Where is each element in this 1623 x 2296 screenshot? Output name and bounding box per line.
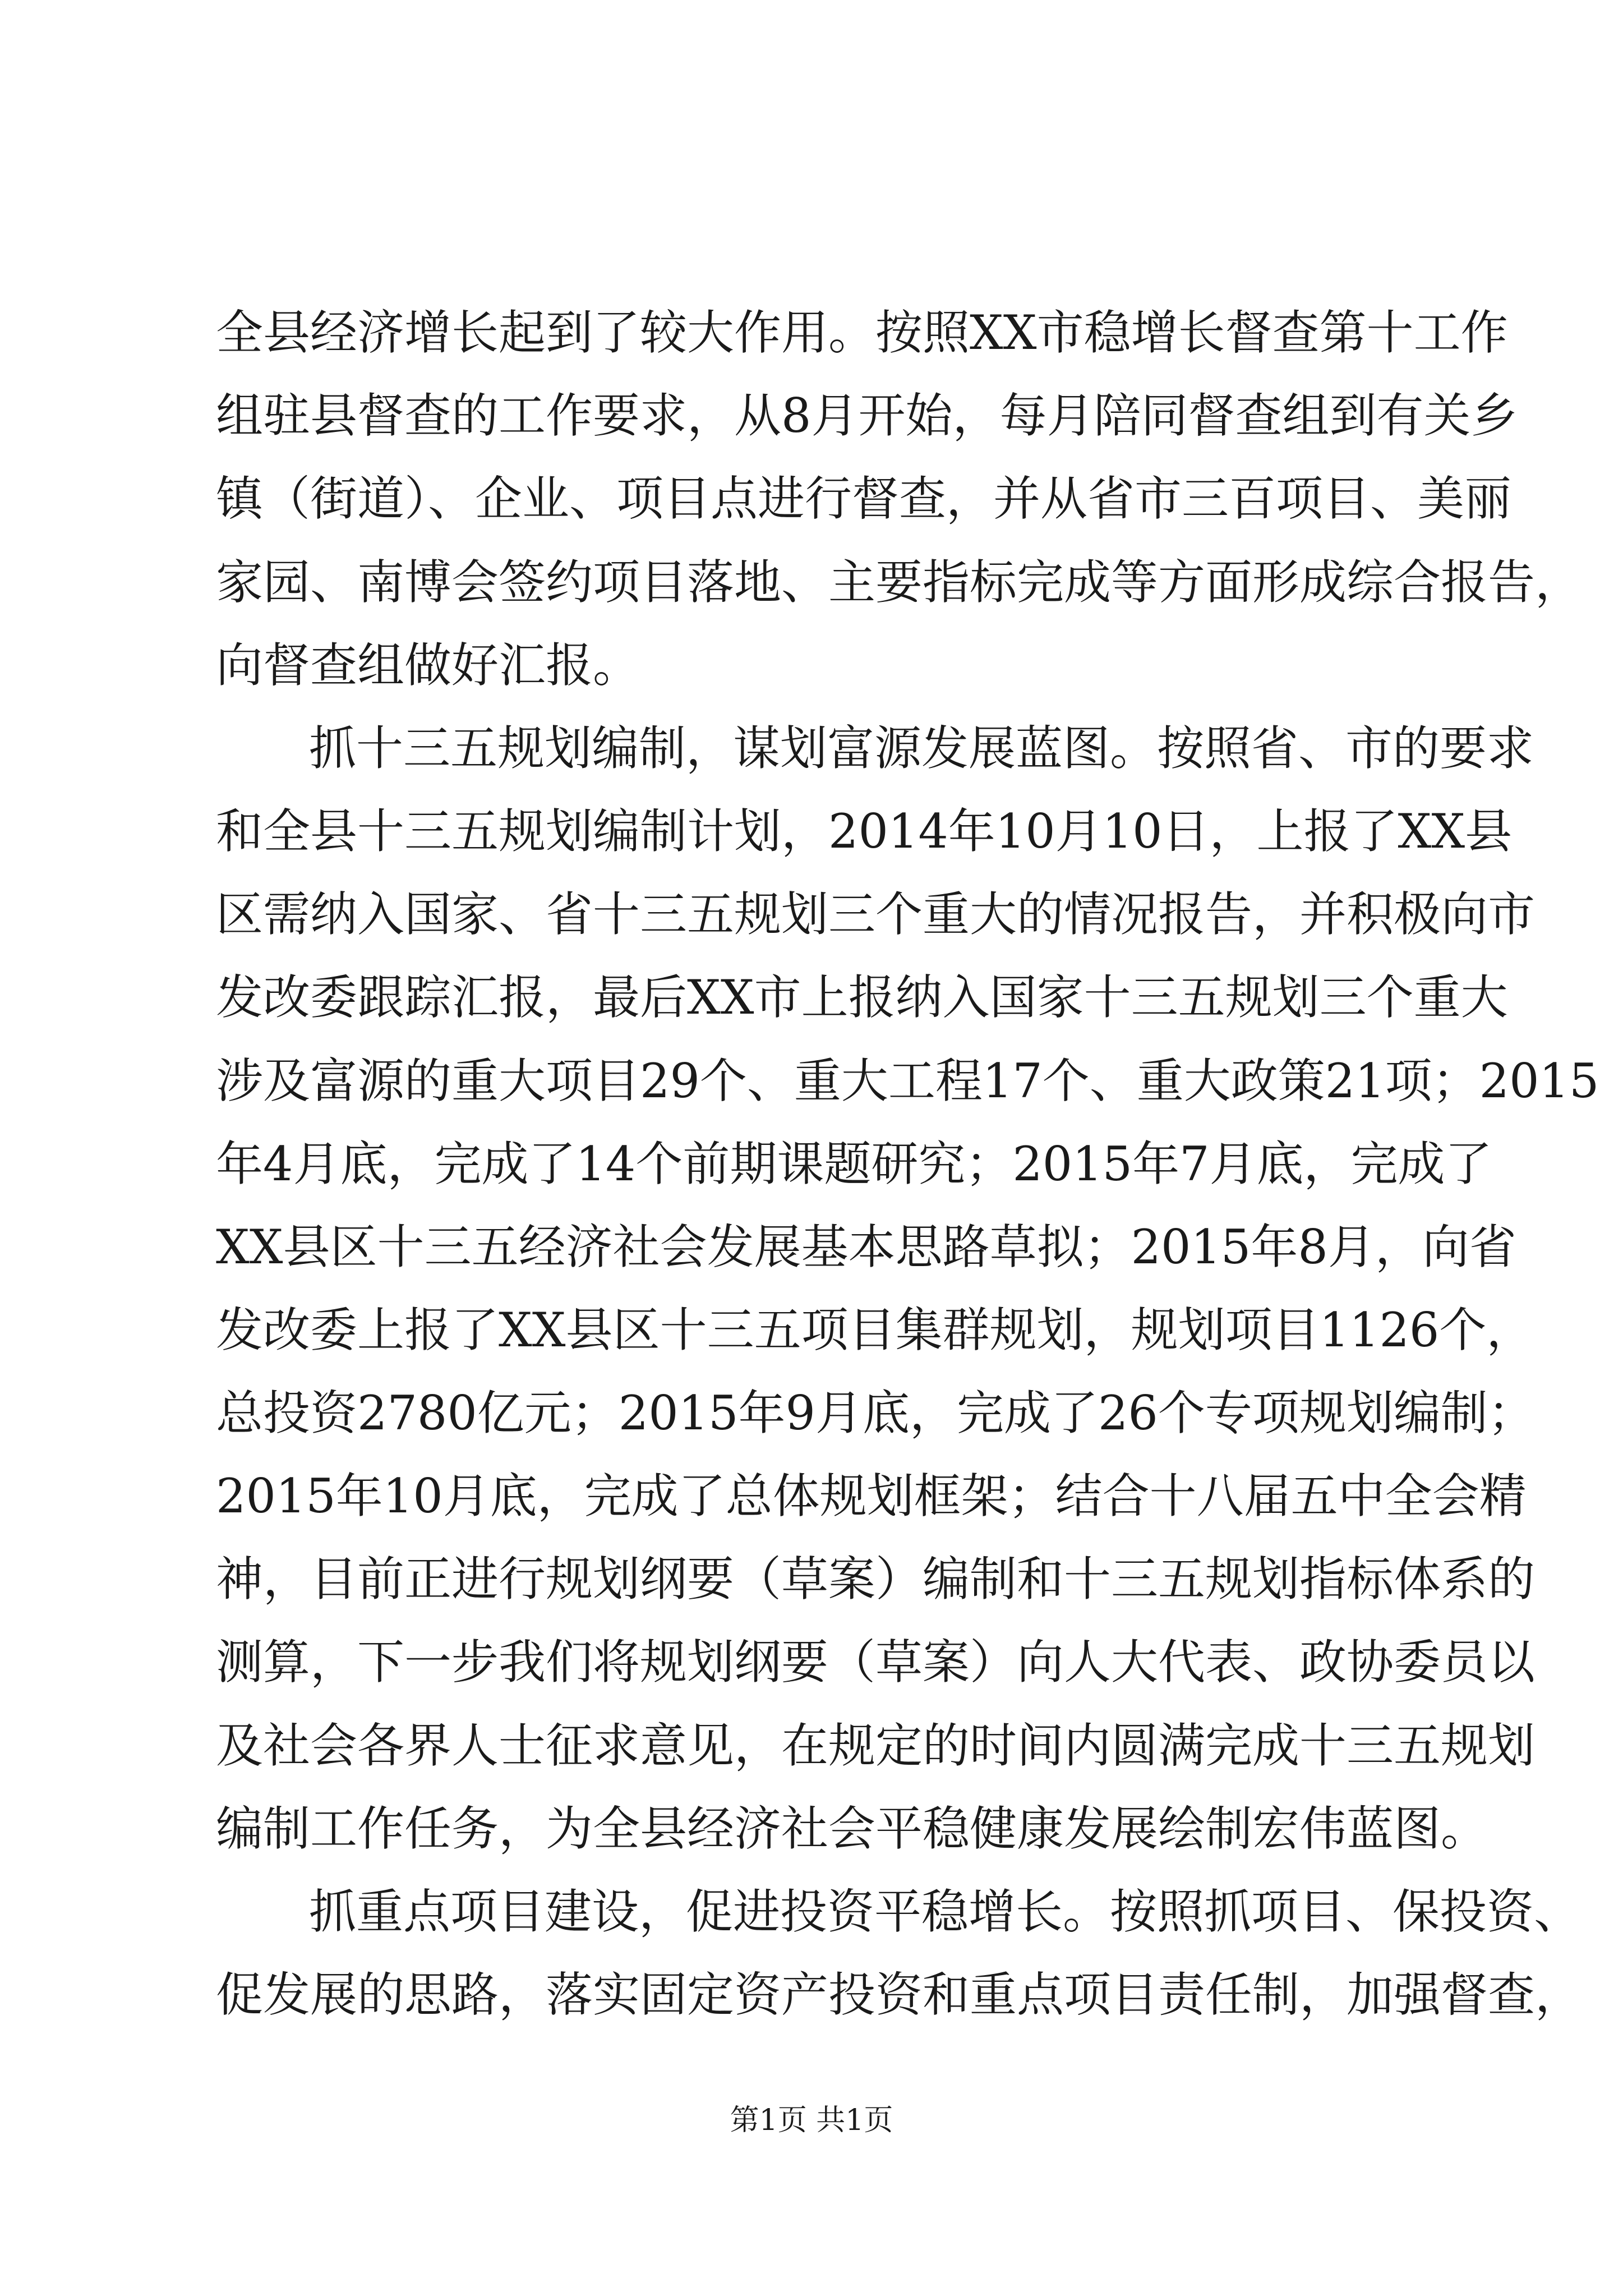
body-text-line: 区需纳入国家、省十三五规划三个重大的情况报告，并积极向市 — [216, 887, 1536, 942]
page-footer: 第1页 共1页 — [730, 2104, 893, 2137]
body-text-line: 全县经济增长起到了较大作用。按照XX市稳增长督查第十工作 — [216, 305, 1508, 360]
body-text-line: 年4月底，完成了14个前期课题研究；2015年7月底，完成了 — [216, 1137, 1492, 1191]
body-text-line: 镇（街道）、企业、项目点进行督查，并从省市三百项目、美丽 — [216, 471, 1512, 526]
body-text-line: 抓重点项目建设，促进投资平稳增长。按照抓项目、保投资、 — [309, 1884, 1581, 1939]
body-text-line: 编制工作任务，为全县经济社会平稳健康发展绘制宏伟蓝图。 — [216, 1801, 1488, 1856]
body-text-line: 促发展的思路，落实固定资产投资和重点项目责任制，加强督查， — [216, 1967, 1583, 2022]
body-text-line: 2015年10月底，完成了总体规划框架；结合十八届五中全会精 — [216, 1469, 1527, 1524]
body-text-line: 向督查组做好汇报。 — [216, 638, 640, 693]
body-text-line: XX县区十三五经济社会发展基本思路草拟；2015年8月，向省 — [216, 1220, 1516, 1274]
body-text-line: 涉及富源的重大项目29个、重大工程17个、重大政策21项；2015 — [216, 1053, 1599, 1108]
body-text-line: 神，目前正进行规划纲要（草案）编制和十三五规划指标体系的 — [216, 1552, 1536, 1607]
body-text-line: 总投资2780亿元；2015年9月底，完成了26个专项规划编制； — [216, 1386, 1535, 1441]
body-text-line: 家园、南博会签约项目落地、主要指标完成等方面形成综合报告， — [216, 555, 1583, 610]
body-text-line: 抓十三五规划编制，谋划富源发展蓝图。按照省、市的要求 — [309, 721, 1534, 776]
body-text-line: 测算，下一步我们将规划纲要（草案）向人大代表、政协委员以 — [216, 1635, 1536, 1690]
body-text-line: 和全县十三五规划编制计划，2014年10月10日，上报了XX县 — [216, 804, 1513, 859]
body-text-line: 组驻县督查的工作要求，从8月开始，每月陪同督查组到有关乡 — [216, 388, 1518, 443]
body-text-line: 及社会各界人士征求意见，在规定的时间内圆满完成十三五规划 — [216, 1718, 1536, 1773]
body-text-line: 发改委跟踪汇报，最后XX市上报纳入国家十三五规划三个重大 — [216, 970, 1508, 1025]
body-text-line: 发改委上报了XX县区十三五项目集群规划，规划项目1126个， — [216, 1303, 1534, 1358]
